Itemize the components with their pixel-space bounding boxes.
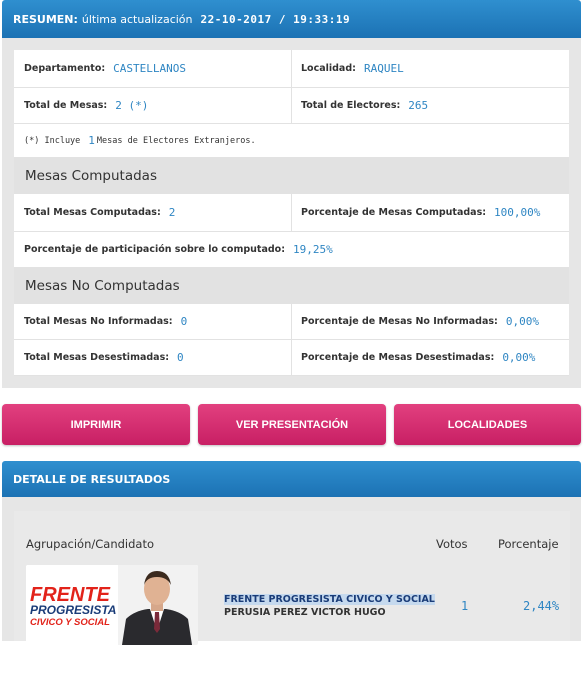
summary-row-location: [14, 50, 569, 88]
no-computadas-row-desestimadas: [14, 340, 569, 376]
total-mesas-computadas-value: 2: [168, 206, 176, 219]
localidad-value: RAQUEL: [363, 62, 404, 75]
no-informadas-value: 0: [180, 315, 188, 328]
note-prefix: (*) Incluye: [24, 135, 81, 146]
porcentaje-computadas-value: 100,00%: [494, 206, 541, 219]
total-mesas-computadas-label: Total Mesas Computadas:: [24, 207, 161, 218]
desestimadas-value: 0: [177, 351, 184, 364]
party-name: FRENTE PROGRESISTA CIVICO Y SOCIAL: [224, 594, 435, 605]
logo-line-2: PROGRESISTA: [30, 603, 117, 617]
detalle-panel: [2, 497, 581, 641]
logo-line-1: FRENTE: [30, 584, 110, 606]
col-votos-header: Votos: [436, 537, 468, 551]
total-electores-value: 265: [408, 99, 429, 112]
note-value: 1: [88, 134, 95, 147]
computadas-row-totals: [14, 194, 569, 232]
desestimadas-label: Total Mesas Desestimadas:: [24, 352, 170, 363]
total-mesas-value: 2 (*): [115, 99, 149, 112]
pct-desestimadas-label: Porcentaje de Mesas Desestimadas:: [301, 352, 495, 363]
departamento-label: Departamento:: [24, 63, 106, 74]
results-table: [14, 511, 570, 641]
no-computadas-row-informadas: [14, 304, 569, 340]
pct-desestimadas-value: 0,00%: [502, 351, 536, 364]
col-porcentaje-header: Porcentaje: [498, 537, 559, 551]
total-electores-label: Total de Electores:: [301, 100, 401, 111]
resumen-subtitle: última actualización: [81, 12, 193, 26]
pct-no-informadas-label: Porcentaje de Mesas No Informadas:: [301, 316, 498, 327]
votos-value: 1: [461, 599, 469, 613]
frente-progresista-logo: [26, 565, 198, 645]
porcentaje-value: 2,44%: [523, 599, 560, 613]
logo-line-3: CIVICO Y SOCIAL: [30, 617, 110, 628]
porcentaje-computadas-label: Porcentaje de Mesas Computadas:: [301, 207, 487, 218]
detalle-header: [2, 461, 581, 497]
results-row: [224, 593, 435, 619]
summary-row-totals: [14, 88, 569, 124]
party-logo-image: [26, 565, 198, 645]
total-mesas-label: Total de Mesas:: [24, 100, 108, 111]
col-agrupacion-header: Agrupación/Candidato: [26, 537, 154, 551]
mesas-computadas-title: Mesas Computadas: [14, 158, 569, 194]
departamento-value: CASTELLANOS: [113, 62, 187, 75]
participacion-value: 19,25%: [293, 243, 333, 256]
computadas-row-participacion: [14, 232, 569, 268]
detalle-title: DETALLE DE RESULTADOS: [13, 472, 171, 486]
resumen-header: [2, 0, 581, 38]
last-update-datetime: 22-10-2017 / 19:33:19: [200, 12, 351, 26]
summary-row-note: [14, 124, 569, 158]
ver-presentacion-button[interactable]: VER PRESENTACIÓN: [198, 404, 386, 445]
localidades-button[interactable]: LOCALIDADES: [394, 404, 581, 445]
candidate-name: PERUSIA PEREZ VICTOR HUGO: [224, 607, 386, 618]
participacion-label: Porcentaje de participación sobre lo computado:: [24, 244, 286, 255]
no-informadas-label: Total Mesas No Informadas:: [24, 316, 173, 327]
resumen-title: RESUMEN:: [13, 12, 78, 26]
imprimir-button[interactable]: IMPRIMIR: [2, 404, 190, 445]
candidate-photo: [118, 565, 198, 645]
localidad-label: Localidad:: [301, 63, 356, 74]
note-suffix: Mesas de Electores Extranjeros.: [96, 135, 256, 146]
pct-no-informadas-value: 0,00%: [505, 315, 539, 328]
mesas-no-computadas-title: Mesas No Computadas: [14, 268, 569, 304]
